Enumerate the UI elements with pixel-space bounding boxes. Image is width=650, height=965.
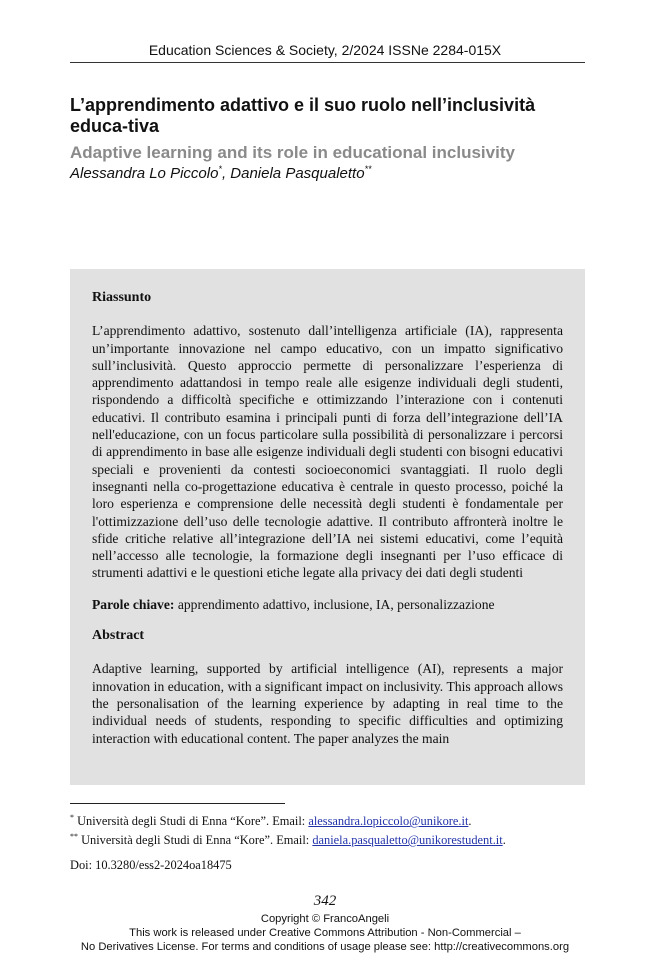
footnotes	[70, 810, 590, 848]
footnote-mark: *	[70, 813, 74, 822]
footnote-text: Università degli Studi di Enna “Kore”. Email:	[78, 833, 313, 848]
article-title: L’apprendimento adattivo e il suo ruolo nell’inclusività educa-tiva	[70, 95, 536, 136]
riassunto-heading: Riassunto	[92, 290, 152, 305]
license-line: No Derivatives License. For terms and conditions of usage please see: http://creativecommons.org	[80, 941, 570, 953]
article-title-english: Adaptive learning and its role in educational inclusivity	[70, 143, 515, 162]
footnote-item	[70, 810, 590, 829]
journal-header: Education Sciences & Society, 2/2024 ISSNe 2284-015X	[148, 42, 502, 58]
doi: Doi: 10.3280/ess2-2024oa18475	[70, 858, 232, 872]
author-separator: ,	[221, 165, 231, 182]
keywords-text: apprendimento adattivo, inclusione, IA, personalizzazione	[174, 596, 495, 612]
footnote-item	[70, 829, 590, 848]
abstract-heading: Abstract	[92, 628, 145, 644]
author-name: Daniela Pasqualetto	[230, 165, 365, 182]
copyright-line: Copyright © FrancoAngeli	[260, 913, 390, 925]
footnote-end: .	[468, 814, 472, 829]
keywords	[92, 596, 563, 613]
riassunto-text: L’apprendimento adattivo, sostenuto dall’intelligenza artificiale (IA), rappresenta un’importante innovazione nel campo educativo, con un impatto significativo sull’inclusività. Questo approccio permette di personalizzare l’esperienza di apprendimento adattandosi in tempo reale alle esigenze individuali degli studenti, rispondendo a difficoltà specifiche e ottimizzando l’interazione con i contenuti educativi. Il contributo esamina i principali punti di forza dell’integrazione dell’IA nell'educazione, con un focus particolare sulla possibilità di personalizzare i percorsi di apprendimento in base alle esigenze individuali degli studenti con bisogni educativi speciali e provenienti da contesti socioeconomici svantaggiati. Il ruolo degli insegnanti nella co-progettazione educativa è centrale in questo processo, poiché la loro esperienza e comprensione delle necessità degli studenti è fondamentale per l'ottimizzazione dell’uso delle tecnologie adattive. Il contributo affronterà inoltre le sfide critiche relative all’integrazione dell’IA nei sistemi educativi, come l’equità nell’accesso alle tecnologie, la formazione degli insegnanti per l’uso efficace di strumenti adattivi e le questioni etiche legate alla privacy dei dati degli studenti	[92, 323, 563, 581]
author-list	[70, 164, 590, 182]
author-footnote-mark: **	[364, 164, 372, 174]
author-email-link[interactable]: daniela.pasqualetto@unikorestudent.it	[312, 833, 503, 848]
footnote-text: Università degli Studi di Enna “Kore”. Email:	[74, 814, 309, 829]
footnote-divider	[70, 803, 285, 804]
author-footnote-mark: *	[218, 164, 222, 174]
keywords-label: Parole chiave:	[92, 596, 175, 612]
author-name: Alessandra Lo Piccolo	[70, 165, 219, 182]
header-divider	[70, 62, 585, 63]
license-notice	[0, 912, 650, 954]
abstract-text: Adaptive learning, supported by artificial intelligence (AI), represents a major innovation in education, with a significant impact on inclusivity. This approach allows the personalisation of the learning experience by adapting in real time to the individual needs of students, responding to specific difficulties and optimizing interaction with educational content. The paper analyzes the main	[92, 661, 563, 746]
footnote-end: .	[502, 833, 506, 848]
footnote-mark: **	[70, 832, 78, 842]
page-number: 342	[313, 893, 337, 909]
abstract-box	[70, 269, 585, 785]
author-email-link[interactable]: alessandra.lopiccolo@unikore.it	[308, 814, 469, 829]
license-line: This work is released under Creative Commons Attribution - Non-Commercial –	[129, 927, 521, 939]
